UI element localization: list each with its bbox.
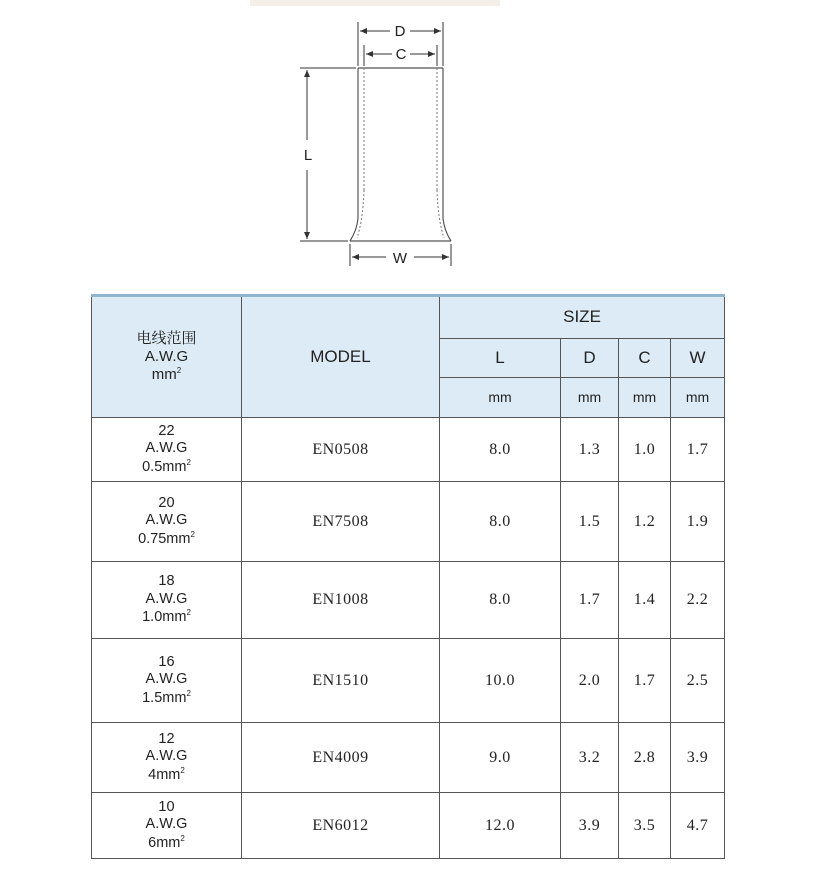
table-row [92,793,725,859]
awg-label: A.W.G [145,440,188,457]
dimension-d-label: D [394,23,406,40]
gauge: 22 [158,422,175,439]
w-cell: 4.7 [671,793,725,859]
model-cell: EN6012 [242,793,440,859]
l-cell: 12.0 [440,793,561,859]
awg-label: A.W.G [145,671,188,688]
header-range-line2: A.W.G [144,348,189,365]
ferrule-outline [350,68,451,241]
area-sup: 2 [186,457,191,467]
area-sup: 2 [180,765,185,775]
header-unit-l: mm [440,378,561,418]
d-cell: 3.2 [561,723,619,793]
header-col-w: W [671,339,725,378]
d-cell: 1.5 [561,482,619,562]
area-sup: 2 [190,529,195,539]
model-cell: EN1510 [242,639,440,723]
w-cell: 1.7 [671,418,725,482]
ferrule-inner-bore [357,68,444,238]
header-col-l: L [440,339,561,378]
table-row [92,639,725,723]
model-cell: EN0508 [242,418,440,482]
area-sup: 2 [186,608,191,618]
table-row [92,723,725,793]
table-row [92,482,725,562]
gauge: 10 [158,798,175,815]
w-cell: 1.9 [671,482,725,562]
header-model: MODEL [242,296,440,418]
l-cell: 8.0 [440,418,561,482]
awg-label: A.W.G [145,816,188,833]
header-range-sup: 2 [176,366,182,375]
wire-range-cell [92,562,242,639]
wire-area: 4mm [148,766,181,783]
c-cell: 1.0 [619,418,671,482]
gauge: 18 [158,573,175,590]
wire-area: 6mm [148,834,181,851]
header-col-d: D [561,339,619,378]
dimension-w-label: W [392,250,408,267]
header-range-line1: 电线范围 [136,330,197,347]
header-unit-d: mm [561,378,619,418]
l-cell: 8.0 [440,482,561,562]
header-range-line3: mm [151,366,177,383]
model-cell: EN7508 [242,482,440,562]
header-wire-range [92,296,242,418]
wire-range-cell [92,793,242,859]
w-cell: 3.9 [671,723,725,793]
awg-label: A.W.G [145,590,188,607]
d-cell: 3.9 [561,793,619,859]
c-cell: 2.8 [619,723,671,793]
header-unit-c: mm [619,378,671,418]
ferrule-dimension-diagram [0,0,828,290]
wire-range-cell [92,723,242,793]
d-cell: 1.3 [561,418,619,482]
wire-area: 0.5mm [142,458,187,475]
d-cell: 2.0 [561,639,619,723]
c-cell: 3.5 [619,793,671,859]
d-cell: 1.7 [561,562,619,639]
c-cell: 1.7 [619,639,671,723]
gauge: 16 [158,653,175,670]
table-row [92,418,725,482]
model-cell: EN1008 [242,562,440,639]
area-sup: 2 [186,688,191,698]
c-cell: 1.4 [619,562,671,639]
awg-label: A.W.G [145,512,188,529]
header-size: SIZE [440,296,725,339]
wire-range-cell [92,482,242,562]
dimension-l-label: L [303,147,313,164]
c-cell: 1.2 [619,482,671,562]
w-cell: 2.2 [671,562,725,639]
model-cell: EN4009 [242,723,440,793]
wire-range-cell [92,639,242,723]
wire-area: 0.75mm [138,530,191,547]
l-cell: 9.0 [440,723,561,793]
gauge: 12 [158,730,175,747]
l-cell: 8.0 [440,562,561,639]
top-fade [250,0,500,6]
dimension-c-label: C [395,46,407,63]
wire-area: 1.5mm [142,689,187,706]
w-cell: 2.5 [671,639,725,723]
table-row [92,562,725,639]
wire-area: 1.0mm [142,609,187,626]
awg-label: A.W.G [145,748,188,765]
wire-range-cell [92,418,242,482]
header-col-c: C [619,339,671,378]
gauge: 20 [158,494,175,511]
l-cell: 10.0 [440,639,561,723]
spec-table [91,294,725,859]
area-sup: 2 [180,833,185,843]
header-unit-w: mm [671,378,725,418]
